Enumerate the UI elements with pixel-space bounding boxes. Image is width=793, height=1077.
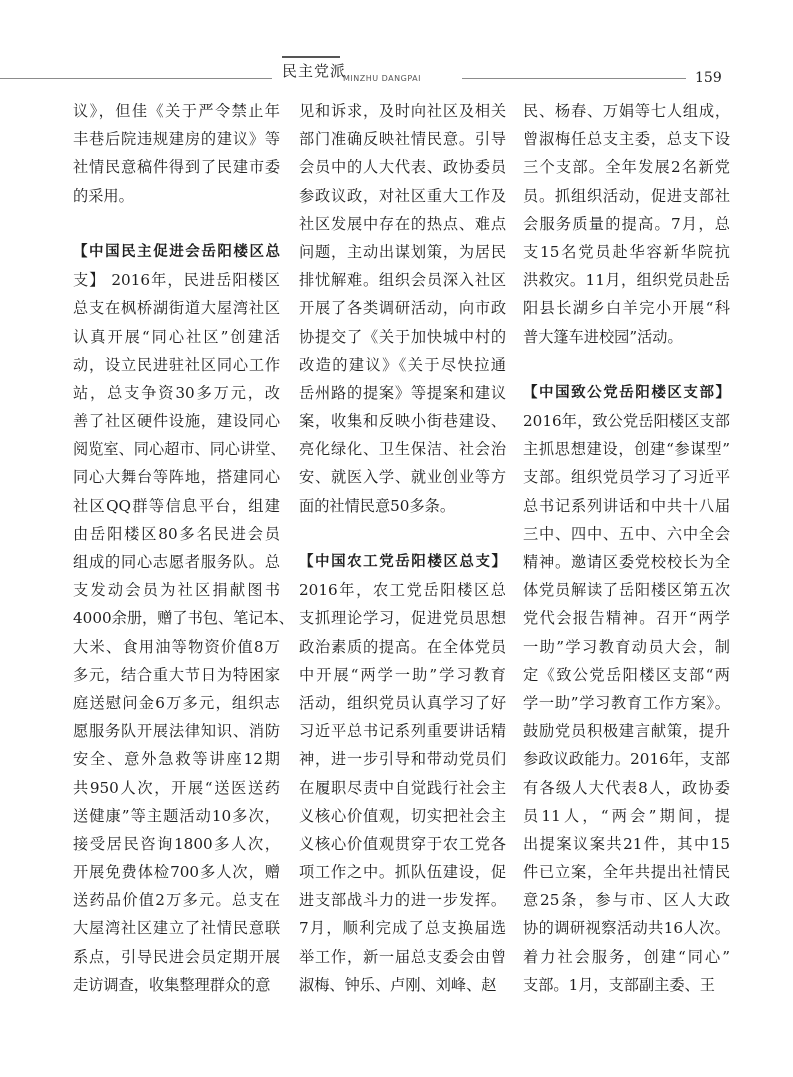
body-text-line: 员。抓组织活动，促进支部社 xyxy=(523,186,730,205)
body-text-line: 社区发展中存在的热点、难点 xyxy=(299,214,506,233)
section-heading-line: 【中国农工党岳阳楼区总支】 xyxy=(299,554,506,570)
body-text-line: 阅览室、同心超市、同心讲堂、 xyxy=(73,440,286,459)
body-text-line: 大米、食用油等物资价值8万 xyxy=(73,637,280,656)
body-text-line: 主抓思想建设，创建“参谋型” xyxy=(523,440,730,459)
body-text-line: 参政议政，对社区重大工作及 xyxy=(299,186,506,205)
body-text-line: 愿服务队开展法律知识、消防 xyxy=(73,722,280,741)
paragraph-gap xyxy=(299,520,506,548)
body-text-line: 支】 2016年，民进岳阳楼区 xyxy=(73,271,280,290)
body-text-line: 着力社会服务，创建“同心” xyxy=(523,947,730,966)
body-text-line: 由岳阳楼区80多名民进会员 xyxy=(73,524,280,543)
body-text-line: 案，收集和反映小街巷建设、 xyxy=(299,412,506,431)
body-text-line: 三中、四中、五中、六中全会 xyxy=(523,524,730,543)
body-text-line: 支抓理论学习，促进党员思想 xyxy=(299,609,506,628)
body-text-line: 中开展“两学一助”学习教育 xyxy=(299,665,506,684)
body-text-line: 开展免费体检700多人次，赠 xyxy=(73,863,280,882)
body-text-line: 议》，但佳《关于严令禁止年 xyxy=(73,102,280,120)
text-column-3 xyxy=(523,97,730,999)
body-text-line: 阳县长湖乡白羊完小开展“科 xyxy=(523,299,730,318)
body-text-line: 安全、意外急救等讲座12期 xyxy=(73,750,280,769)
body-text-line: 在履职尽责中自觉践行社会主 xyxy=(299,778,506,797)
body-text-line: 见和诉求，及时向社区及相关 xyxy=(299,102,506,120)
header-title-mark xyxy=(282,56,340,58)
body-text-line: 普大篷车进校园”活动。 xyxy=(523,327,683,346)
paragraph-gap xyxy=(73,210,280,238)
body-text-line: 部门准确反映社情民意。引导 xyxy=(299,130,506,149)
body-text-line: 民、杨春、万娟等七人组成， xyxy=(523,102,730,120)
body-text-line: 2016年，农工党岳阳楼区总 xyxy=(299,581,506,600)
body-text-line: 问题，主动出谋划策，为居民 xyxy=(299,242,506,261)
body-text-line: 精神。邀请区委党校校长为全 xyxy=(523,553,730,571)
body-text-line: 7月，顺利完成了总支换届选 xyxy=(299,919,506,938)
paragraph-gap xyxy=(523,351,730,379)
body-text-line: 习近平总书记系列重要讲话精 xyxy=(299,722,506,741)
body-text-line: 一助”学习教育动员大会，制 xyxy=(523,637,730,656)
body-text-line: 善了社区硬件设施，建设同心 xyxy=(73,412,280,431)
body-text-line: 淑梅、钟乐、卢刚、刘峰、赵 xyxy=(299,975,497,994)
body-text-line: 支发动会员为社区捐献图书 xyxy=(73,581,280,600)
body-text-line: 安、就医入学、就业创业等方 xyxy=(299,468,506,487)
body-text-line: 2016年，致公党岳阳楼区支部 xyxy=(523,412,730,431)
body-text-line: 庭送慰问金6万多元，组织志 xyxy=(73,693,280,712)
body-text-line: 体党员解读了岳阳楼区第五次 xyxy=(523,581,730,600)
section-title: 民主党派 xyxy=(282,62,347,80)
text-column-2 xyxy=(299,97,506,999)
body-text-line: 的采用。 xyxy=(73,186,134,205)
body-text-line: 出提案议案共21件，其中15 xyxy=(523,834,730,853)
body-text-line: 系点，引导民进会员定期开展 xyxy=(73,947,280,966)
body-text-line: 政治素质的提高。在全体党员 xyxy=(299,637,506,656)
body-text-line: 站，总支争资30多万元，改 xyxy=(73,383,280,402)
body-text-line: 组成的同心志愿者服务队。总 xyxy=(73,553,280,571)
body-text-line: 学一助”学习教育工作方案》。 xyxy=(523,693,730,712)
body-text-line: 亮化绿化、卫生保洁、社会治 xyxy=(299,440,506,459)
body-text-line: 参政议政能力。2016年，支部 xyxy=(523,750,730,769)
body-text-line: 动，设立民进驻社区同心工作 xyxy=(73,355,280,374)
body-text-line: 鼓励党员积极建言献策，提升 xyxy=(523,722,730,741)
body-text-line: 项工作之中。抓队伍建设，促 xyxy=(299,863,506,882)
body-text-line: 排忧解难。组织会员深入社区 xyxy=(299,271,506,290)
body-text-line: 4000余册，赠了书包、笔记本、 xyxy=(73,609,294,628)
body-text-line: 支部。1月，支部副主委、王 xyxy=(523,975,715,994)
body-text-line: 协提交了《关于加快城中村的 xyxy=(299,327,506,346)
body-text-line: 认真开展“同心社区”创建活 xyxy=(73,327,280,346)
body-text-line: 活动，组织党员认真学习了好 xyxy=(299,693,506,712)
body-text-line: 协的调研视察活动共16人次。 xyxy=(523,919,730,938)
body-text-line: 总书记系列讲话和中共十八届 xyxy=(523,496,730,515)
body-text-line: 接受居民咨询1800多人次， xyxy=(73,834,280,853)
body-text-line: 总支在枫桥湖街道大屋湾社区 xyxy=(73,299,280,318)
section-heading-line: 【中国致公党岳阳楼区支部】 xyxy=(523,384,730,401)
body-text-line: 义核心价值观贯穿于农工党各 xyxy=(299,834,506,853)
section-heading-line: 【中国民主促进会岳阳楼区总 xyxy=(73,243,280,260)
body-text-line: 大屋湾社区建立了社情民意联 xyxy=(73,919,280,938)
body-text-line: 开展了各类调研活动，向市政 xyxy=(299,299,506,318)
body-text-line: 会员中的人大代表、政协委员 xyxy=(299,158,506,177)
page-number: 159 xyxy=(695,70,722,86)
body-text-line: 意25条，参与市、区人大政 xyxy=(523,891,730,910)
body-text-line: 多元，结合重大节日为特困家 xyxy=(73,665,280,684)
body-text-line: 定《致公党岳阳楼区支部“两 xyxy=(523,665,730,684)
body-text-line: 支15名党员赴华容新华院抗 xyxy=(523,242,730,261)
body-text-line: 洪救灾。11月，组织党员赴岳 xyxy=(523,271,730,290)
body-text-line: 党代会报告精神。召开“两学 xyxy=(523,609,730,628)
body-text-line: 会服务质量的提高。7月，总 xyxy=(523,214,730,233)
body-text-line: 送药品价值2万多元。总支在 xyxy=(73,891,280,910)
body-text-line: 进支部战斗力的进一步发挥。 xyxy=(299,891,506,910)
header-rule-left xyxy=(0,78,272,79)
body-text-line: 送健康”等主题活动10多次， xyxy=(73,806,280,825)
body-text-line: 举工作，新一届总支委会由曾 xyxy=(299,947,506,966)
body-text-line: 面的社情民意50多条。 xyxy=(299,496,456,515)
body-text-line: 社区QQ群等信息平台，组建 xyxy=(73,496,280,515)
body-text-line: 曾淑梅任总支主委，总支下设 xyxy=(523,130,730,149)
body-text-line: 三个支部。全年发展2名新党 xyxy=(523,158,730,177)
body-text-line: 走访调查，收集整理群众的意 xyxy=(73,975,271,994)
text-column-1 xyxy=(73,97,294,999)
body-text-line: 件已立案，全年共提出社情民 xyxy=(523,863,730,882)
body-text-line: 改造的建议》《关于尽快拉通 xyxy=(299,355,506,374)
body-text-line: 社情民意稿件得到了民建市委 xyxy=(73,158,280,177)
body-text-line: 岳州路的提案》等提案和建议 xyxy=(299,383,506,402)
body-text-line: 丰巷后院违规建房的建议》等 xyxy=(73,130,280,149)
section-subtitle: MINZHU DANGPAI xyxy=(343,74,421,83)
body-text-line: 支部。组织党员学习了习近平 xyxy=(523,468,730,487)
body-text-line: 有各级人大代表8人，政协委 xyxy=(523,778,730,797)
body-text-line: 神，进一步引导和带动党员们 xyxy=(299,750,506,769)
header-rule-right xyxy=(462,78,686,79)
body-text-line: 义核心价值观，切实把社会主 xyxy=(299,806,506,825)
body-text-line: 员11人，“两会”期间，提 xyxy=(523,806,730,825)
body-text-line: 同心大舞台等阵地，搭建同心 xyxy=(73,468,280,487)
body-text-line: 共950人次，开展“送医送药 xyxy=(73,778,280,797)
